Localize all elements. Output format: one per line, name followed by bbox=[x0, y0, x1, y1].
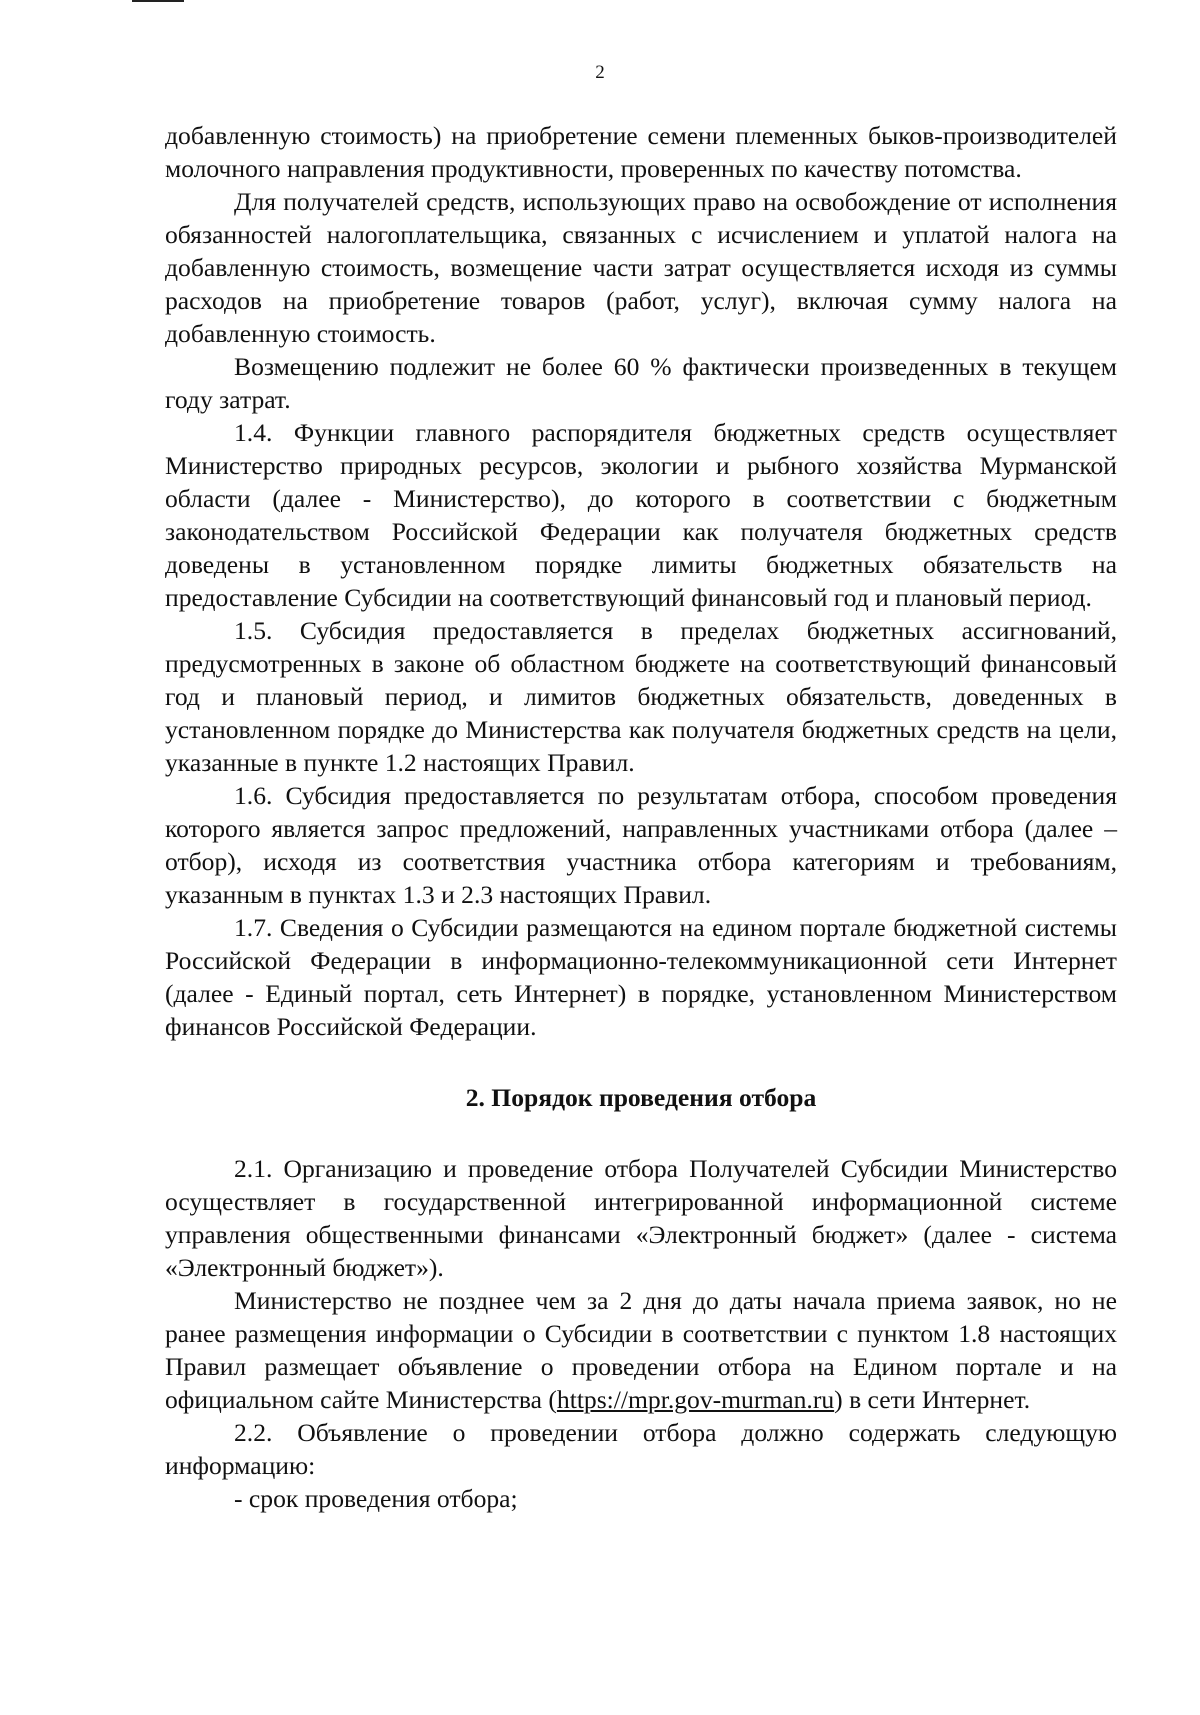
document-body bbox=[165, 119, 1117, 1515]
paragraph-2-2: 2.2. Объявление о проведении отбора должно содержать следующую информацию: bbox=[165, 1418, 1117, 1480]
list-item-selection-period: - срок проведения отбора; bbox=[234, 1484, 518, 1513]
paragraph-2-1: 2.1. Организацию и проведение отбора Получателей Субсидии Министерство осуществляет в государственной интегрированной информационной системе управления общественными финансами «Электронный бюджет» (далее - система «Электронный бюджет»). bbox=[165, 1154, 1117, 1282]
ministry-website-link[interactable]: https://mpr.gov-murman.ru bbox=[556, 1385, 835, 1414]
paragraph-reimbursement-limit: Возмещению подлежит не более 60 % фактически произведенных в текущем году затрат. bbox=[165, 352, 1117, 414]
paragraph-1-4: 1.4. Функции главного распорядителя бюджетных средств осуществляет Министерство природных ресурсов, экологии и рыбного хозяйства Мурманской области (далее - Министерство), до которого в соответствии с бюджетным законодательством Российской Федерации как получателя бюджетных средств доведены в установленном порядке лимиты бюджетных обязательств на предоставление Субсидии на соответствующий финансовый год и плановый период. bbox=[165, 418, 1117, 612]
paragraph-announcement bbox=[165, 1284, 1117, 1416]
section-heading: 2. Порядок проведения отбора bbox=[465, 1083, 817, 1112]
announcement-text-after-link: ) в сети Интернет. bbox=[834, 1385, 1031, 1414]
announcement-text-before-link: Министерство не позднее чем за 2 дня до даты начала приема заявок, но не ранее размещения информации о Субсидии в соответствии с пунктом 1.8 настоящих Правил размещает объявление о проведении отбора на Едином портале и на официальном сайте Министерства ( bbox=[165, 1286, 1117, 1414]
paragraph-1-6: 1.6. Субсидия предоставляется по результатам отбора, способом проведения которого является запрос предложений, направленных участниками отбора (далее – отбор), исходя из соответствия участника отбора категориям и требованиям, указанным в пунктах 1.3 и 2.3 настоящих Правил. bbox=[165, 781, 1117, 909]
paragraph-vat-exemption: Для получателей средств, использующих право на освобождение от исполнения обязанностей налогоплательщика, связанных с исчислением и уплатой налога на добавленную стоимость, возмещение части затрат осуществляется исходя из суммы расходов на приобретение товаров (работ, услуг), включая сумму налога на добавленную стоимость. bbox=[165, 187, 1117, 348]
scan-edge-mark bbox=[132, 0, 184, 2]
paragraph-1-5: 1.5. Субсидия предоставляется в пределах бюджетных ассигнований, предусмотренных в законе об областном бюджете на соответствующий финансовый год и плановый период, и лимитов бюджетных обязательств, доведенных в установленном порядке до Министерства как получателя бюджетных средств на цели, указанные в пункте 1.2 настоящих Правил. bbox=[165, 616, 1117, 777]
page-number: 2 bbox=[595, 62, 605, 83]
paragraph-1-7: 1.7. Сведения о Субсидии размещаются на едином портале бюджетной системы Российской Федерации в информационно-телекоммуникационной сети Интернет (далее - Единый портал, сеть Интернет) в порядке, установленном Министерством финансов Российской Федерации. bbox=[165, 913, 1117, 1041]
paragraph-continuation: добавленную стоимость) на приобретение семени племенных быков-производителей молочного направления продуктивности, проверенных по качеству потомства. bbox=[165, 121, 1117, 183]
